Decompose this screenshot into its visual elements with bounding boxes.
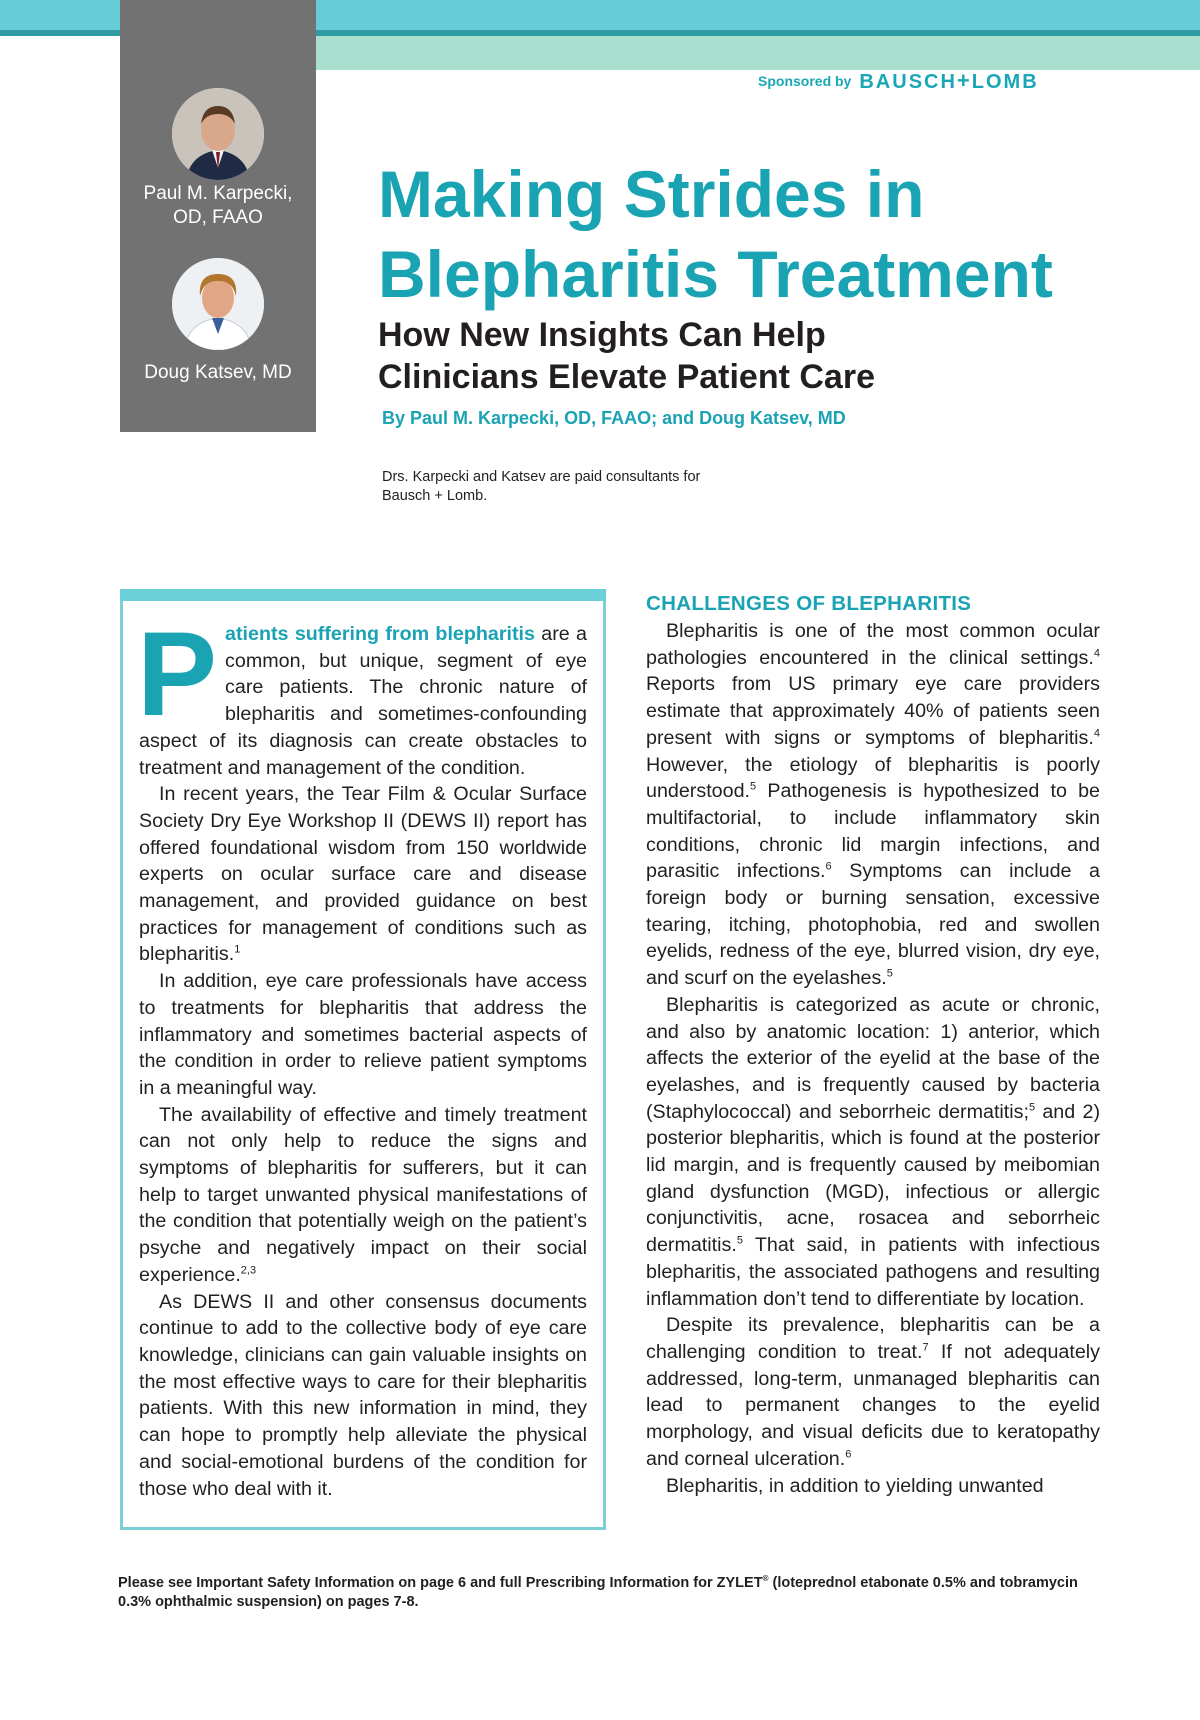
intro-paragraph-4: The availability of effective and timely treatment can not only help to reduce the signs and symptoms of blepharitis for sufferers, but it can help to target unwanted physical manifestations of the condition that potentially weigh on the patient’s psyche and negatively impact on their social experience.$^{2,3}$: [139, 1103, 587, 1286]
challenges-text: [646, 618, 1100, 1499]
bausch-lomb-logo: BAUSCH+LOMB: [859, 68, 1039, 93]
sponsor-label: Sponsored by: [758, 73, 852, 89]
intro-lead: atients suffering from blepharitis: [225, 623, 535, 645]
intro-paragraph-5: As DEWS II and other consensus documents continue to add to the collective body of eye care knowledge, clinicians can gain valuable insights on the most effective ways to care for their blepharitis patients. With this new information in mind, they can hope to promptly help alleviate the physical and social-emotional burdens of the condition for those who deal with it.: [139, 1290, 587, 1500]
challenges-paragraph-1: Blepharitis is one of the most common ocular pathologies encountered in the clinical settings.$^4$ Reports from US primary eye care providers estimate that approximately 40% of patients seen present with signs or symptoms of blepharitis.$^4$ However, the etiology of blepharitis is poorly understood.$^5$ Pathogenesis is hypothesized to be multifactorial, to include inflammatory skin conditions, chronic lid margin infections, and parasitic infections.$^6$ Symptoms can include a foreign body or burning sensation, excessive tearing, itching, photophobia, red and swollen eyelids, redness of the eye, blurred vision, dry eye, and scurf on the eyelashes.$^5$: [646, 620, 1101, 990]
intro-paragraph-1: Patients suffering from blepharitis are a common, but unique, segment of eye care patients. The chronic nature of blepharitis and sometimes-confounding aspect of its diagnosis can create obstacles to treatment and management of the condition.: [137, 607, 587, 779]
byline: By Paul M. Karpecki, OD, FAAO; and Doug Katsev, MD: [382, 408, 846, 428]
sponsor-credit: [758, 70, 1039, 92]
author-sidebar: [120, 0, 316, 432]
drop-cap: P: [137, 607, 218, 741]
challenges-section: [646, 592, 1100, 1499]
author-name-karpecki: Paul M. Karpecki, OD, FAAO: [143, 183, 293, 228]
header-mint-band: [316, 36, 1200, 70]
safety-information-footnote: Please see Important Safety Information on page 6 and full Prescribing Information for ZYLET® (loteprednol etabonate 0.5% and tobramycin 0.3% ophthalmic suspension) on pages 7-8.: [118, 1574, 1078, 1610]
article-subtitle: How New Insights Can Help Clinicians Elevate Patient Care: [378, 316, 875, 396]
consultant-disclosure: Drs. Karpecki and Katsev are paid consultants for Bausch + Lomb.: [382, 469, 701, 504]
intro-box-top-bar: [120, 589, 606, 601]
intro-paragraph-3: In addition, eye care professionals have access to treatments for blepharitis that address the inflammatory and sometimes bacterial aspects of the condition in order to relieve patient symptoms in a meaningful way.: [139, 970, 587, 1099]
challenges-paragraph-3: Despite its prevalence, blepharitis can be a challenging condition to treat.$^7$ If not adequately addressed, long-term, unmanaged blepharitis can lead to permanent changes to the eyelid morphology, and visual deficits due to keratopathy and corneal ulceration.$^6$: [646, 1314, 1100, 1470]
author-photo-katsev: [172, 258, 264, 350]
intro-text: [137, 607, 587, 1502]
section-heading: CHALLENGES OF BLEPHARITIS: [646, 592, 972, 615]
intro-box: [120, 601, 606, 1530]
author-photo-karpecki: [172, 88, 264, 180]
author-name-katsev: Doug Katsev, MD: [144, 362, 292, 383]
challenges-paragraph-2: Blepharitis is categorized as acute or chronic, and also by anatomic location: 1) anterior, which affects the exterior of the eyelid at the base of the eyelashes, and is frequently caused by bacteria (Staphylococcal) and seborrheic dermatitis;$^5$ and 2) posterior blepharitis, which is found at the posterior lid margin, and is frequently caused by meibomian gland dysfunction (MGD), infectious or allergic conjunctivitis, acne, rosacea and seborrheic dermatitis.$^5$ That said, in patients with infectious blepharitis, the associated pathogens and resulting inflammation don’t tend to differentiate by location.: [646, 993, 1100, 1310]
challenges-paragraph-4: Blepharitis, in addition to yielding unwanted: [666, 1474, 1044, 1497]
article-title: Making Strides in Blepharitis Treatment: [378, 157, 1053, 311]
intro-paragraph-2: In recent years, the Tear Film & Ocular Surface Society Dry Eye Workshop II (DEWS II) report has offered foundational wisdom from 150 worldwide experts on ocular surface care and disease management, and provided guidance on best practices for management of conditions such as blepharitis.$^1$: [139, 783, 587, 966]
